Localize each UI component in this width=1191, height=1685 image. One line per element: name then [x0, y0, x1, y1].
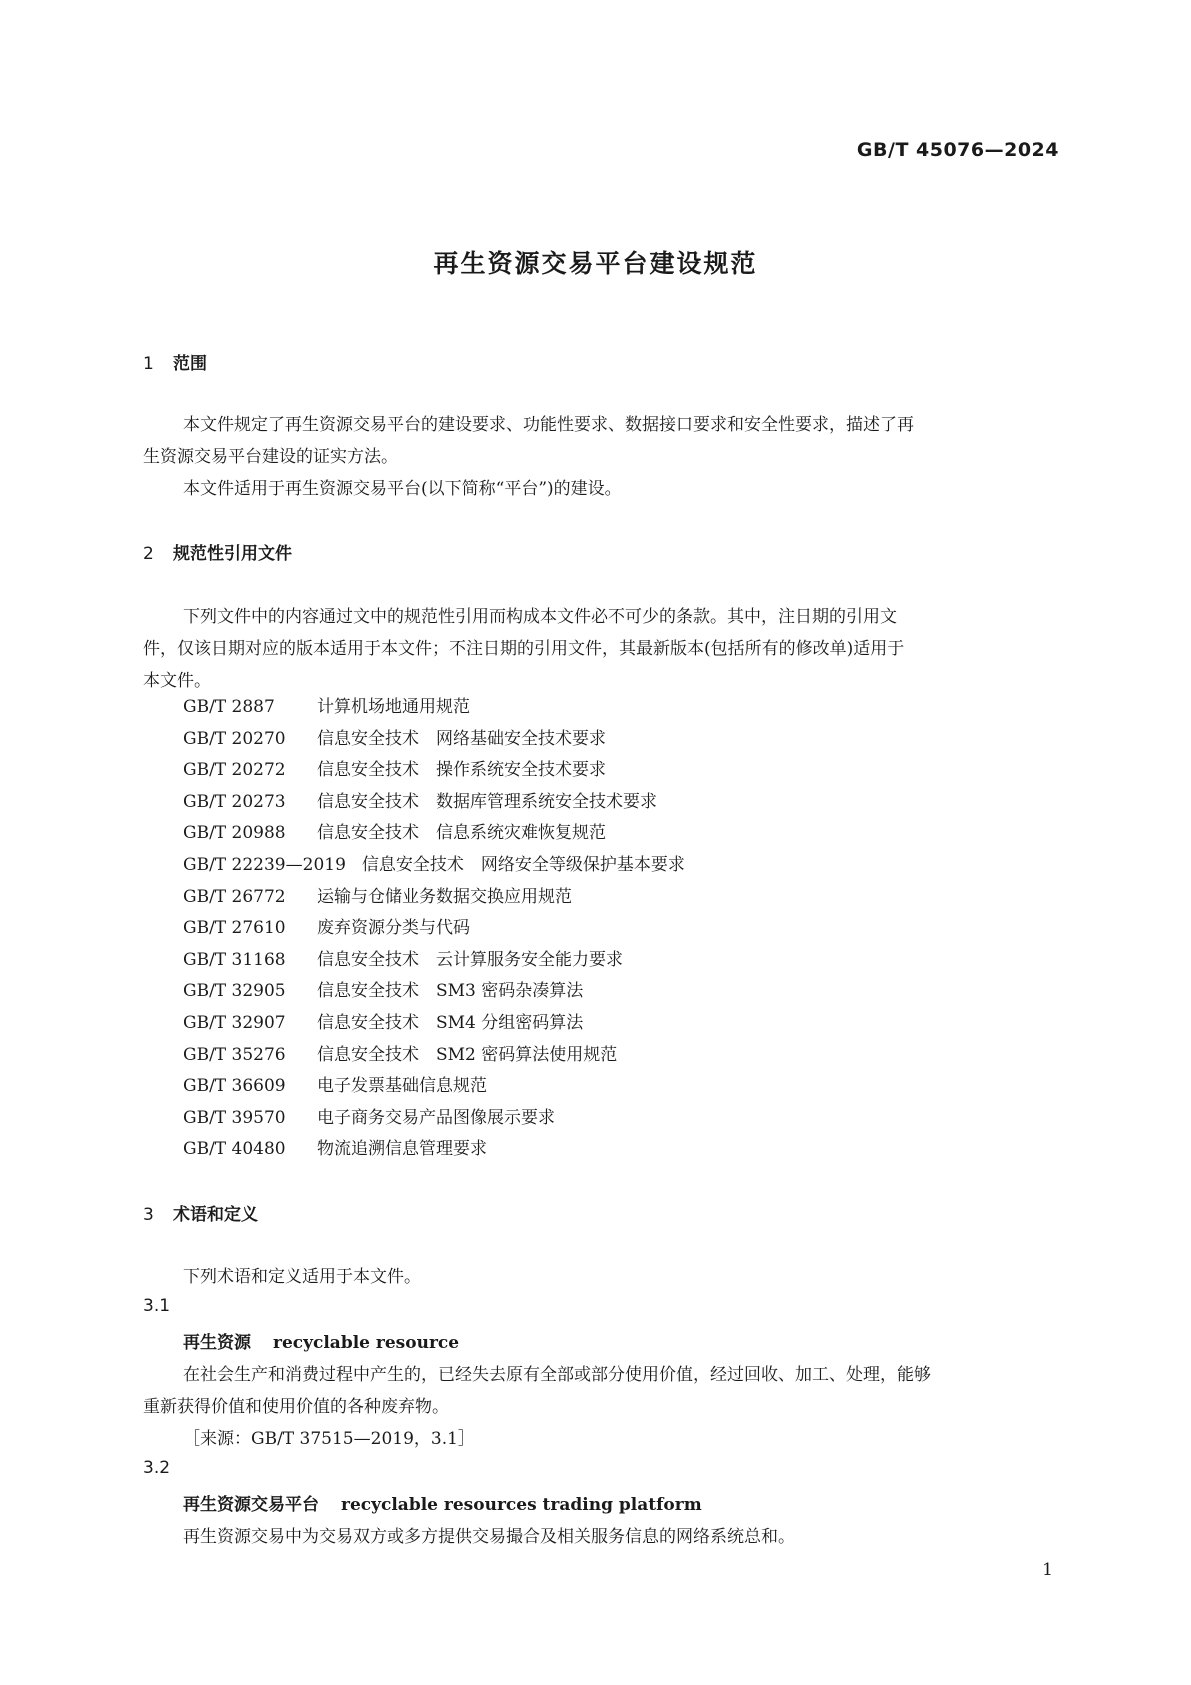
section-number: 1 — [143, 354, 154, 374]
reference-code: GB/T 20988 — [183, 823, 286, 844]
paragraph-line: 生资源交易平台建设的证实方法。 — [143, 447, 398, 467]
section-1-heading — [143, 349, 207, 374]
reference-item — [183, 787, 685, 819]
reference-title: 电子发票基础信息规范 — [317, 1076, 487, 1097]
reference-code: GB/T 27610 — [183, 918, 286, 939]
page-number: 1 — [1042, 1560, 1053, 1580]
term-english: recyclable resources trading platform — [341, 1495, 702, 1515]
reference-title: 电子商务交易产品图像展示要求 — [317, 1107, 555, 1128]
paragraph-line: 下列文件中的内容通过文中的规范性引用而构成本文件必不可少的条款。其中，注日期的引用文 — [183, 607, 897, 627]
reference-code: GB/T 35276 — [183, 1044, 286, 1065]
reference-item — [183, 976, 685, 1008]
reference-item — [183, 724, 685, 756]
definition-line: 在社会生产和消费过程中产生的，已经失去原有全部或部分使用价值，经过回收、加工、处理，能够 — [183, 1365, 931, 1385]
reference-title: 运输与仓储业务数据交换应用规范 — [317, 886, 572, 907]
term-heading — [183, 1328, 459, 1353]
term-number: 3.2 — [143, 1458, 171, 1478]
reference-title: 计算机场地通用规范 — [317, 697, 470, 717]
reference-code: GB/T 36609 — [183, 1076, 286, 1097]
reference-item — [183, 818, 685, 850]
section-3-heading — [143, 1200, 258, 1225]
document-title: 再生资源交易平台建设规范 — [433, 249, 758, 278]
reference-item — [183, 755, 685, 787]
reference-code: GB/T 22239—2019 — [183, 854, 346, 875]
reference-item — [183, 850, 685, 882]
reference-code: GB/T 40480 — [183, 1139, 286, 1160]
paragraph-line: 本文件适用于再生资源交易平台(以下简称“平台”)的建设。 — [183, 479, 622, 499]
reference-title: 信息安全技术 数据库管理系统安全技术要求 — [317, 791, 657, 812]
reference-item — [183, 882, 685, 914]
reference-item — [183, 1103, 685, 1135]
reference-title: 废弃资源分类与代码 — [317, 918, 470, 939]
definition-line: 再生资源交易中为交易双方或多方提供交易撮合及相关服务信息的网络系统总和。 — [183, 1527, 795, 1547]
section-2-heading — [143, 539, 292, 564]
section-title: 规范性引用文件 — [173, 544, 292, 564]
reference-title: 物流追溯信息管理要求 — [317, 1139, 487, 1160]
term-heading — [183, 1490, 702, 1515]
reference-code: GB/T 31168 — [183, 949, 286, 970]
section-title: 术语和定义 — [173, 1205, 258, 1225]
paragraph-line: 本文件。 — [143, 671, 211, 691]
reference-item — [183, 913, 685, 945]
section-title: 范围 — [173, 354, 207, 374]
document-code: GB/T 45076—2024 — [856, 139, 1059, 161]
term-source: ［来源：GB/T 37515—2019，3.1］ — [183, 1429, 475, 1449]
reference-item — [183, 1071, 685, 1103]
reference-code: GB/T 20272 — [183, 760, 286, 781]
reference-title: 信息安全技术 网络安全等级保护基本要求 — [361, 854, 685, 875]
reference-item — [183, 945, 685, 977]
reference-title: 信息安全技术 信息系统灾难恢复规范 — [317, 823, 606, 844]
reference-title: 信息安全技术 SM4 分组密码算法 — [317, 1012, 584, 1033]
reference-title: 信息安全技术 网络基础安全技术要求 — [317, 728, 606, 749]
section-number: 2 — [143, 544, 154, 564]
paragraph-line: 下列术语和定义适用于本文件。 — [183, 1267, 421, 1287]
paragraph-line: 件，仅该日期对应的版本适用于本文件；不注日期的引用文件，其最新版本(包括所有的修改单)适用于 — [143, 639, 905, 659]
normative-references-list — [183, 692, 685, 1166]
reference-item — [183, 1008, 685, 1040]
reference-title: 信息安全技术 SM2 密码算法使用规范 — [317, 1044, 618, 1065]
section-number: 3 — [143, 1205, 154, 1225]
reference-code: GB/T 32905 — [183, 981, 286, 1002]
reference-code: GB/T 39570 — [183, 1107, 286, 1128]
reference-title: 信息安全技术 操作系统安全技术要求 — [317, 760, 606, 781]
reference-code: GB/T 26772 — [183, 886, 286, 907]
reference-code: GB/T 2887 — [183, 697, 275, 717]
reference-code: GB/T 20273 — [183, 791, 286, 812]
reference-item — [183, 692, 685, 724]
term-english: recyclable resource — [273, 1333, 460, 1353]
definition-line: 重新获得价值和使用价值的各种废弃物。 — [143, 1397, 449, 1417]
reference-title: 信息安全技术 SM3 密码杂凑算法 — [317, 981, 584, 1002]
term-number: 3.1 — [143, 1296, 171, 1316]
reference-title: 信息安全技术 云计算服务安全能力要求 — [317, 949, 623, 970]
reference-item — [183, 1040, 685, 1072]
reference-code: GB/T 32907 — [183, 1012, 286, 1033]
term-chinese: 再生资源 — [183, 1333, 251, 1353]
reference-item — [183, 1134, 685, 1166]
paragraph-line: 本文件规定了再生资源交易平台的建设要求、功能性要求、数据接口要求和安全性要求，描述了再 — [183, 415, 914, 435]
term-chinese: 再生资源交易平台 — [183, 1495, 319, 1515]
reference-code: GB/T 20270 — [183, 728, 286, 749]
